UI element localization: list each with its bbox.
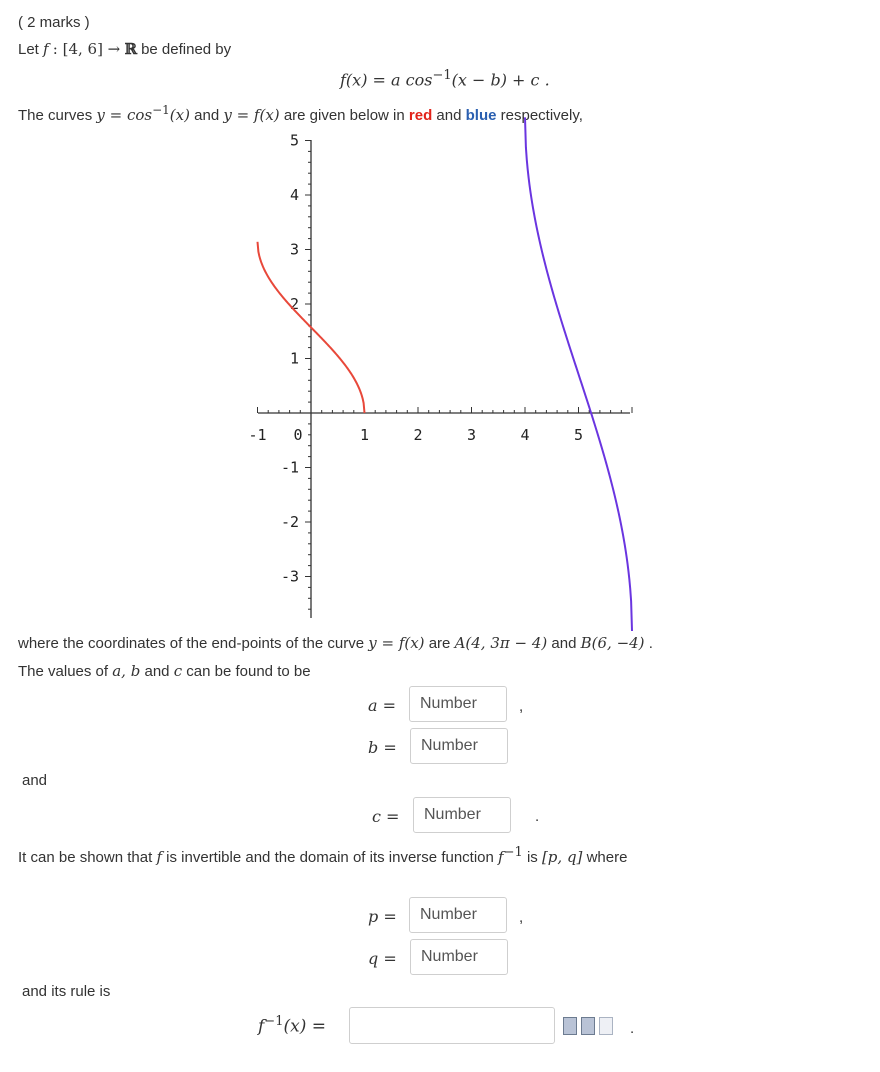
y-tick-label: 1 — [289, 349, 299, 368]
curves-eq2: y = f(x) — [223, 106, 280, 124]
values-c: c — [173, 662, 183, 680]
axes — [258, 140, 633, 618]
inverse-rule-input[interactable] — [349, 1007, 555, 1044]
curves-t1: The curves — [18, 107, 93, 124]
intro-f: f — [43, 40, 49, 58]
b-label: b = — [368, 738, 397, 757]
values-text — [18, 662, 311, 680]
inv-where: where — [586, 849, 628, 866]
inverse-sup: −1 — [264, 1014, 284, 1029]
c-input[interactable] — [413, 797, 511, 833]
inv-finv-sup: −1 — [503, 845, 523, 860]
endpoints-and: and — [551, 635, 577, 652]
endpoint-b: B(6, −4) — [580, 634, 645, 652]
inverse-arg: (x) = — [283, 1016, 326, 1037]
equation-editor-icon[interactable] — [581, 1017, 595, 1035]
values-and: and — [144, 663, 170, 680]
a-comma: , — [519, 698, 524, 715]
inverse-period: . — [630, 1020, 635, 1037]
y-tick-label: -2 — [280, 513, 299, 531]
inverse-label — [258, 1014, 326, 1037]
inv-finv: f — [498, 848, 504, 866]
q-label: q = — [368, 949, 397, 968]
intro-let: Let — [18, 41, 39, 58]
y-tick-label: 2 — [289, 295, 299, 313]
intro-domain: : [4, 6] → — [52, 40, 121, 58]
y-tick-label: 3 — [289, 240, 299, 259]
inv-pq: [p, q] — [541, 848, 583, 866]
p-label: p = — [368, 907, 397, 926]
formula-rhs: (x − b) + c . — [451, 70, 550, 90]
c-period: . — [535, 808, 540, 825]
y-tick-label: -1 — [280, 458, 299, 477]
x-tick-label: -1 — [248, 426, 267, 444]
equation-preview-icon[interactable] — [563, 1017, 577, 1035]
x-tick-label: 0 — [293, 426, 303, 444]
inv-t1: It can be shown that — [18, 849, 153, 866]
f-curve-blue — [525, 117, 632, 631]
x-tick-label: 5 — [573, 426, 584, 444]
curves-and2: and — [436, 107, 462, 124]
c-label: c = — [372, 807, 400, 826]
curves-eq1sup: −1 — [152, 103, 170, 117]
curves-and: and — [194, 107, 220, 124]
q-input[interactable] — [410, 939, 508, 975]
inv-t2: is invertible and the domain of its inverse function — [166, 849, 494, 866]
inverse-f: f — [258, 1016, 265, 1037]
endpoints-are: are — [428, 635, 451, 652]
curves-eq1b: (x) — [169, 106, 190, 124]
endpoints-end: . — [648, 635, 653, 652]
rule-text: and its rule is — [22, 983, 111, 1000]
values-t1: The values of — [18, 663, 109, 680]
curves — [258, 117, 633, 631]
x-tick-label: 1 — [359, 426, 370, 444]
x-tick-label: 2 — [413, 426, 423, 444]
curves-red-word: red — [408, 107, 433, 124]
y-tick-label: 5 — [289, 131, 299, 150]
invertible-text — [18, 845, 627, 866]
curves-eq1a: y = cos — [96, 106, 153, 124]
endpoints-t1: where the coordinates of the end-points of the curve — [18, 635, 365, 652]
endpoints-text — [18, 634, 653, 652]
y-tick-label: 4 — [289, 186, 299, 204]
tick-labels — [248, 132, 583, 586]
marks-label: ( 2 marks ) — [18, 14, 90, 31]
a-input[interactable] — [409, 686, 507, 722]
intro-reals: ℝ — [124, 40, 137, 58]
p-comma: , — [519, 909, 524, 926]
formula-sup: −1 — [432, 68, 452, 83]
inv-f: f — [156, 848, 162, 866]
p-input[interactable] — [409, 897, 507, 933]
values-t2: can be found to be — [186, 663, 311, 680]
curves-blue-word: blue — [465, 107, 497, 124]
formula-lhs: f(x) = a cos — [340, 70, 433, 90]
b-input[interactable] — [410, 728, 508, 764]
x-tick-label: 4 — [520, 426, 530, 444]
y-tick-label: -3 — [280, 567, 299, 586]
and-text: and — [22, 772, 48, 789]
a-label: a = — [368, 696, 397, 715]
curves-t3: respectively, — [500, 107, 583, 124]
endpoints-eq: y = f(x) — [368, 634, 425, 652]
x-tick-label: 3 — [466, 426, 477, 444]
inv-is: is — [526, 849, 538, 866]
intro-defined-by: be defined by — [141, 41, 232, 58]
curves-t2: are given below in — [283, 107, 405, 124]
help-icon[interactable] — [599, 1017, 613, 1035]
endpoint-a: A(4, 3π − 4) — [454, 634, 548, 652]
values-ab: a, b — [112, 662, 141, 680]
